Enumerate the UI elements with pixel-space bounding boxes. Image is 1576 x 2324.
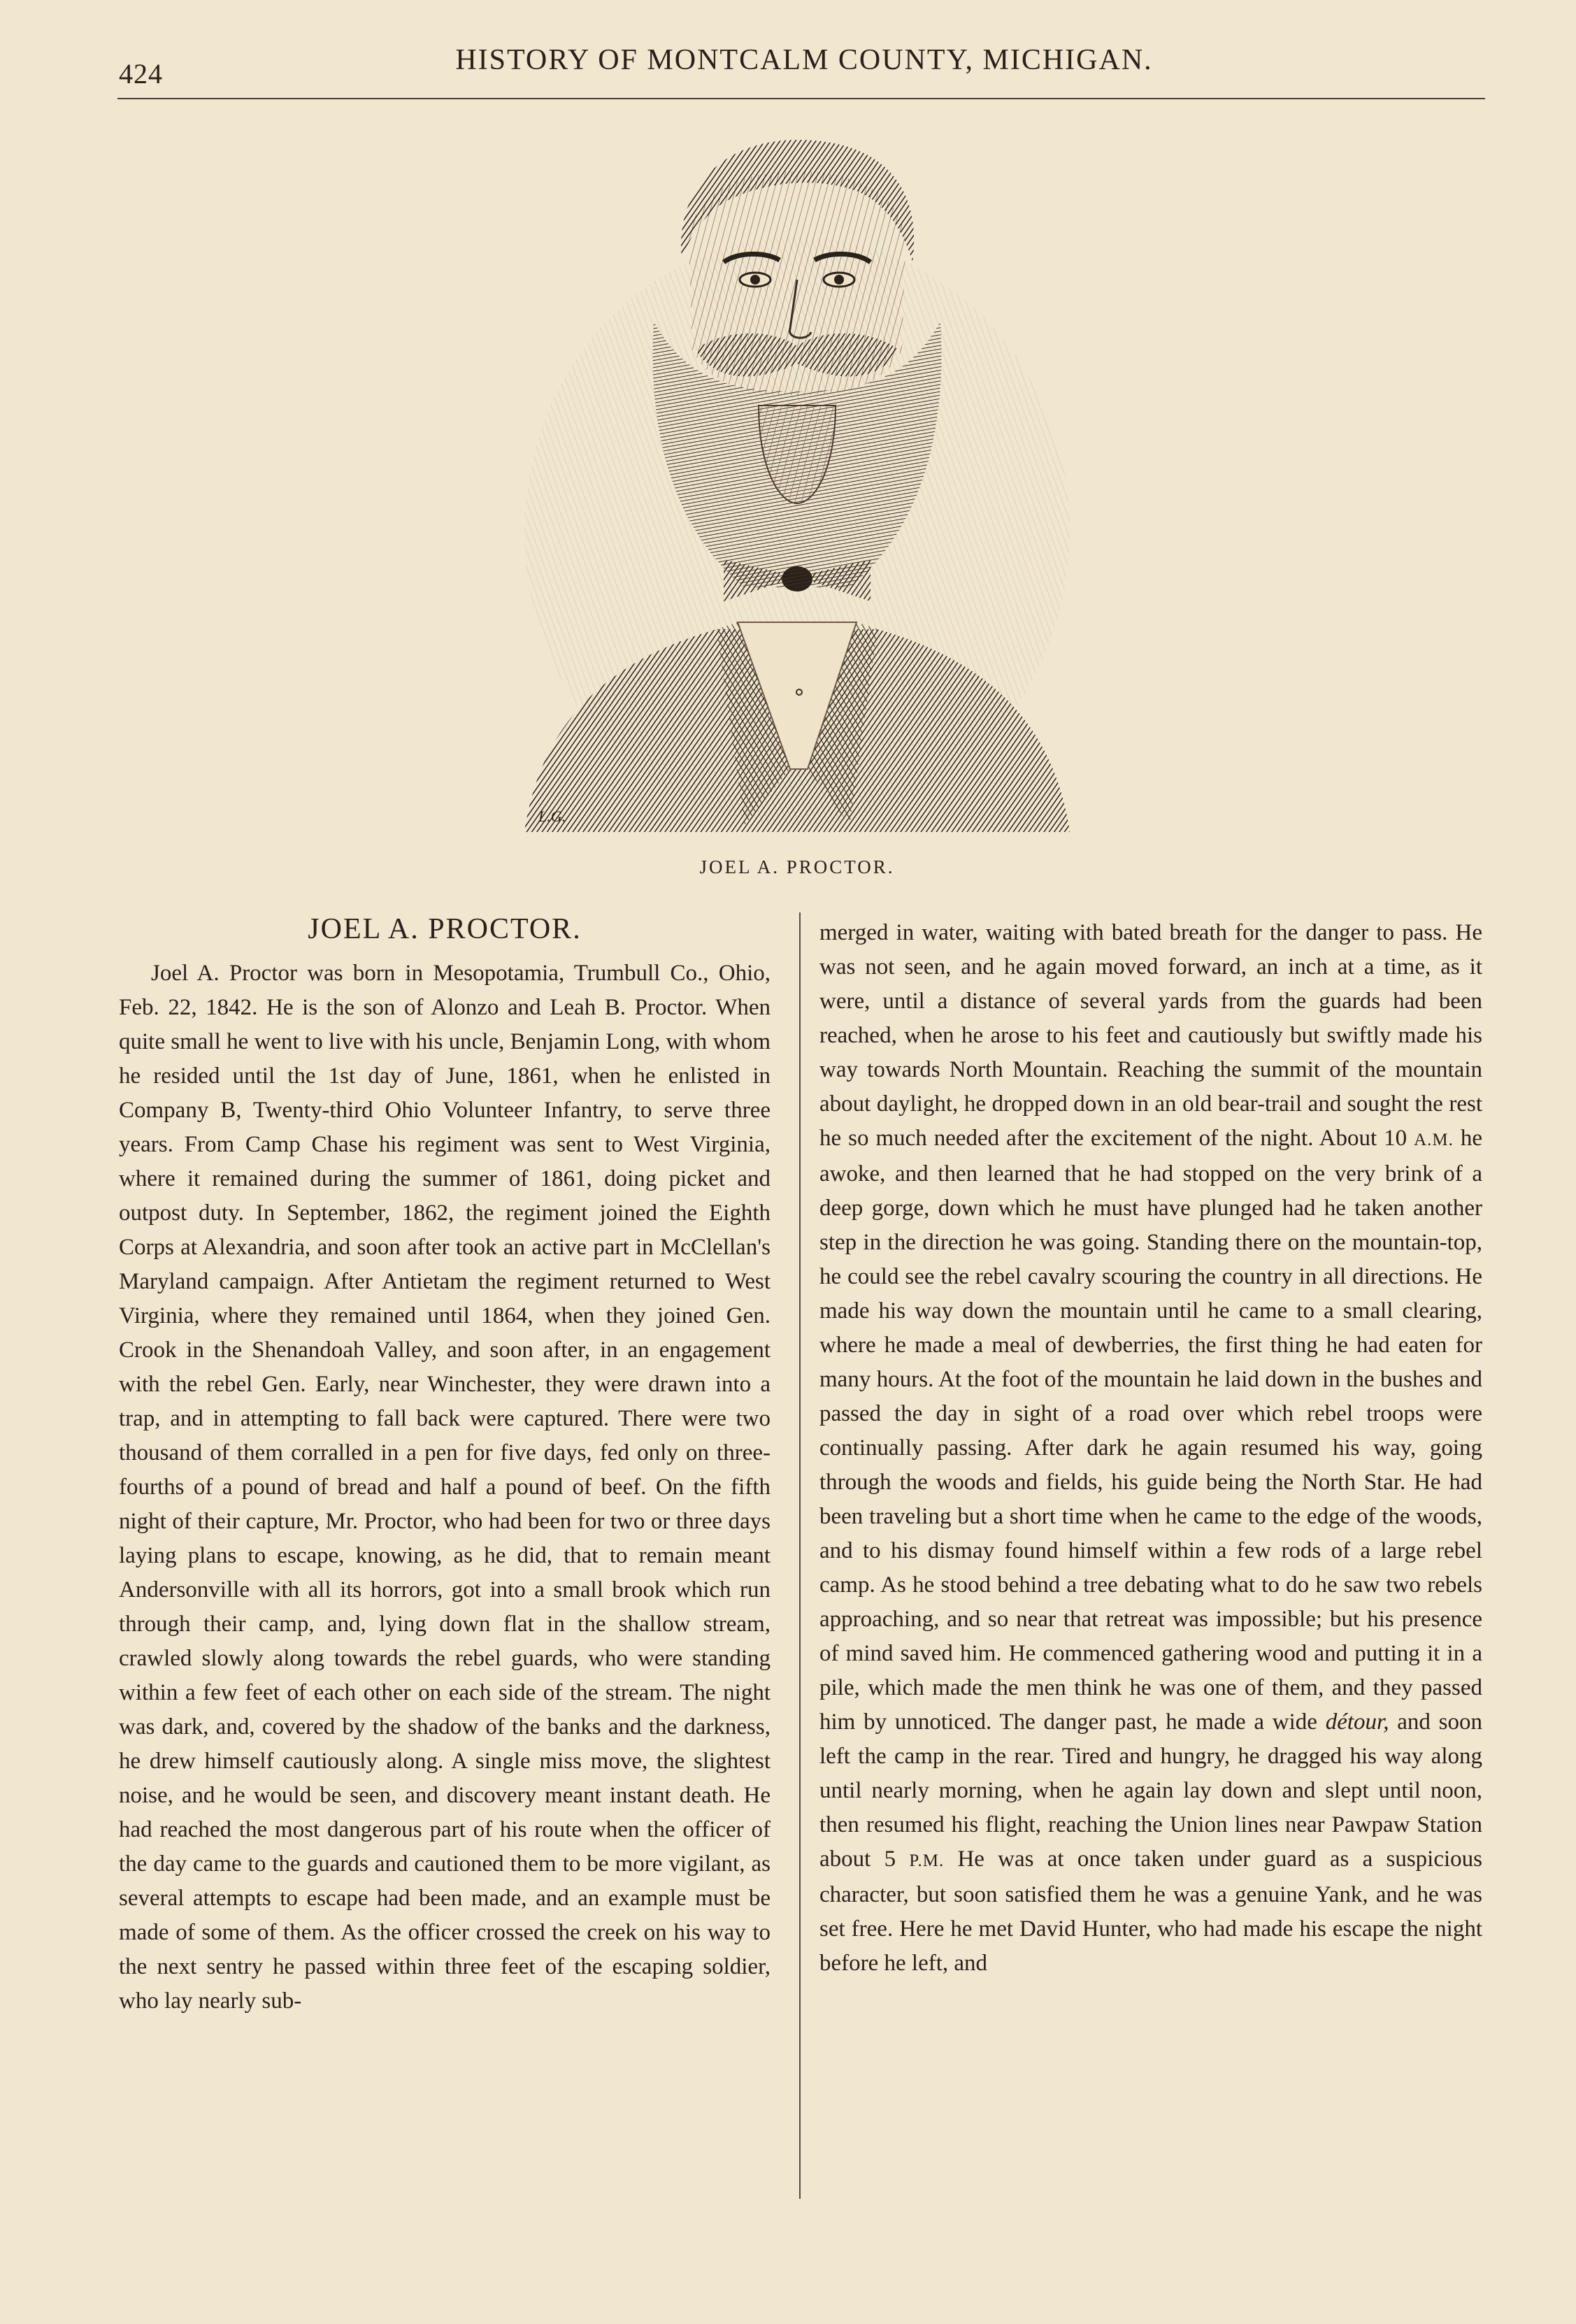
right-column-text [819,916,1482,1981]
right-column [819,916,1482,1981]
engraver-mark: L.G. [538,808,566,825]
detour-word: détour, [1325,1709,1389,1735]
right-text-part-3: and soon left the camp in the rear. Tired and hungry, he dragged his way along until nearly morning, when he again lay down and slept until noon, then resumed his flight, reaching the Union lines near Pawpaw Station about 5 [819,1709,1483,1872]
time-pm: P.M. [909,1851,945,1870]
right-text-part-1: merged in water, waiting with bated breath for the danger to pass. He was not seen, and he again moved forward, an inch at a time, as it were, until a distance of several yards from the guards had been reached, when he arose to his feet and cautiously but swiftly made his way towards North Mountain. Reaching the summit of the mountain about daylight, he dropped down in an old bear-trail and sought the rest he so much needed after the excitement of the night. About 10 [819,920,1482,1151]
right-text-part-4: He was at once taken under guard as a suspicious character, but soon satisfied them he was a genuine Yank, and he was set free. Here he met David Hunter, who had made his escape the night before he left, and [819,1846,1482,1976]
running-head: HISTORY OF MONTCALM COUNTY, MICHIGAN. [455,44,1153,76]
header-rule [117,98,1485,99]
article-title: JOEL A. PROCTOR. [308,913,582,945]
page-number: 424 [119,58,163,89]
portrait-caption: JOEL A. PROCTOR. [699,856,895,877]
column-divider [799,912,801,2199]
left-column-text: Joel A. Proctor was born in Mesopotamia, Trumbull Co., Ohio, Feb. 22, 1842. He is the son of Alonzo and Leah B. Proctor. When quite small he went to live with his uncle, Benjamin Long, with whom he resided until the 1st day of June, 1861, when he enlisted in Company B, Twenty-third Ohio Volunteer Infantry, to serve three years. From Camp Chase his regiment was sent to West Virginia, where it remained during the summer of 1861, doing picket and outpost duty. In September, 1862, the regiment joined the Eighth Corps at Alexandria, and soon after took an active part in McClellan's Maryland campaign. After Antietam the regiment returned to West Virginia, where they remained until 1864, when they joined Gen. Crook in the Shenandoah Valley, and soon after, in an engagement with the rebel Gen. Early, near Winchester, they were drawn into a trap, and in attempting to fall back were captured. There were two thousand of them corralled in a pen for five days, fed only on three-fourths of a pound of bread and half a pound of beef. On the fifth night of their capture, Mr. Proctor, who had been for two or three days laying plans to escape, knowing, as he did, that to remain meant Andersonville with all its horrors, got into a small brook which run through their camp, and, lying down flat in the shallow stream, crawled slowly along towards the rebel guards, who were standing within a few feet of each other on each side of the stream. The night was dark, and, covered by the shadow of the banks and the darkness, he drew himself cautiously along. A single miss move, the slightest noise, and he would be seen, and discovery meant instant death. He had reached the most dangerous part of his route when the officer of the day came to the guards and cautioned them to be more vigilant, as several attempts to escape had been made, and an example must be made of some of them. As the officer crossed the creek on his way to the next sentry he passed within three feet of the escaping soldier, who lay nearly sub- [119,961,771,2014]
time-am: A.M. [1414,1131,1454,1149]
portrait-engraving [514,140,1080,839]
right-text-part-2: he awoke, and then learned that he had stopped on the very brink of a deep gorge, down which he must have plunged had he taken another step in the direction he was going. Standing there on the mountain-top, he could see the rebel cavalry scouring the country in all directions. He made his way down the mountain until he came to a small clearing, where he made a meal of dewberries, the first thing he had eaten for many hours. At the foot of the mountain he laid down in the bushes and passed the day in sight of a road over which rebel troops were continually passing. After dark he again resumed his way, going through the woods and fields, his guide being the North Star. He had been traveling but a short time when he came to the edge of the woods, and to his dismay found himself within a few rods of a large rebel camp. As he stood behind a tree debating what to do he saw two rebels approaching, and so near that retreat was impossible; but his presence of mind saved him. He commenced gathering wood and putting it in a pile, which made the men think he was one of them, and they passed him by unnoticed. The danger past, he made a wide [819,1126,1483,1735]
left-column [119,912,771,2018]
